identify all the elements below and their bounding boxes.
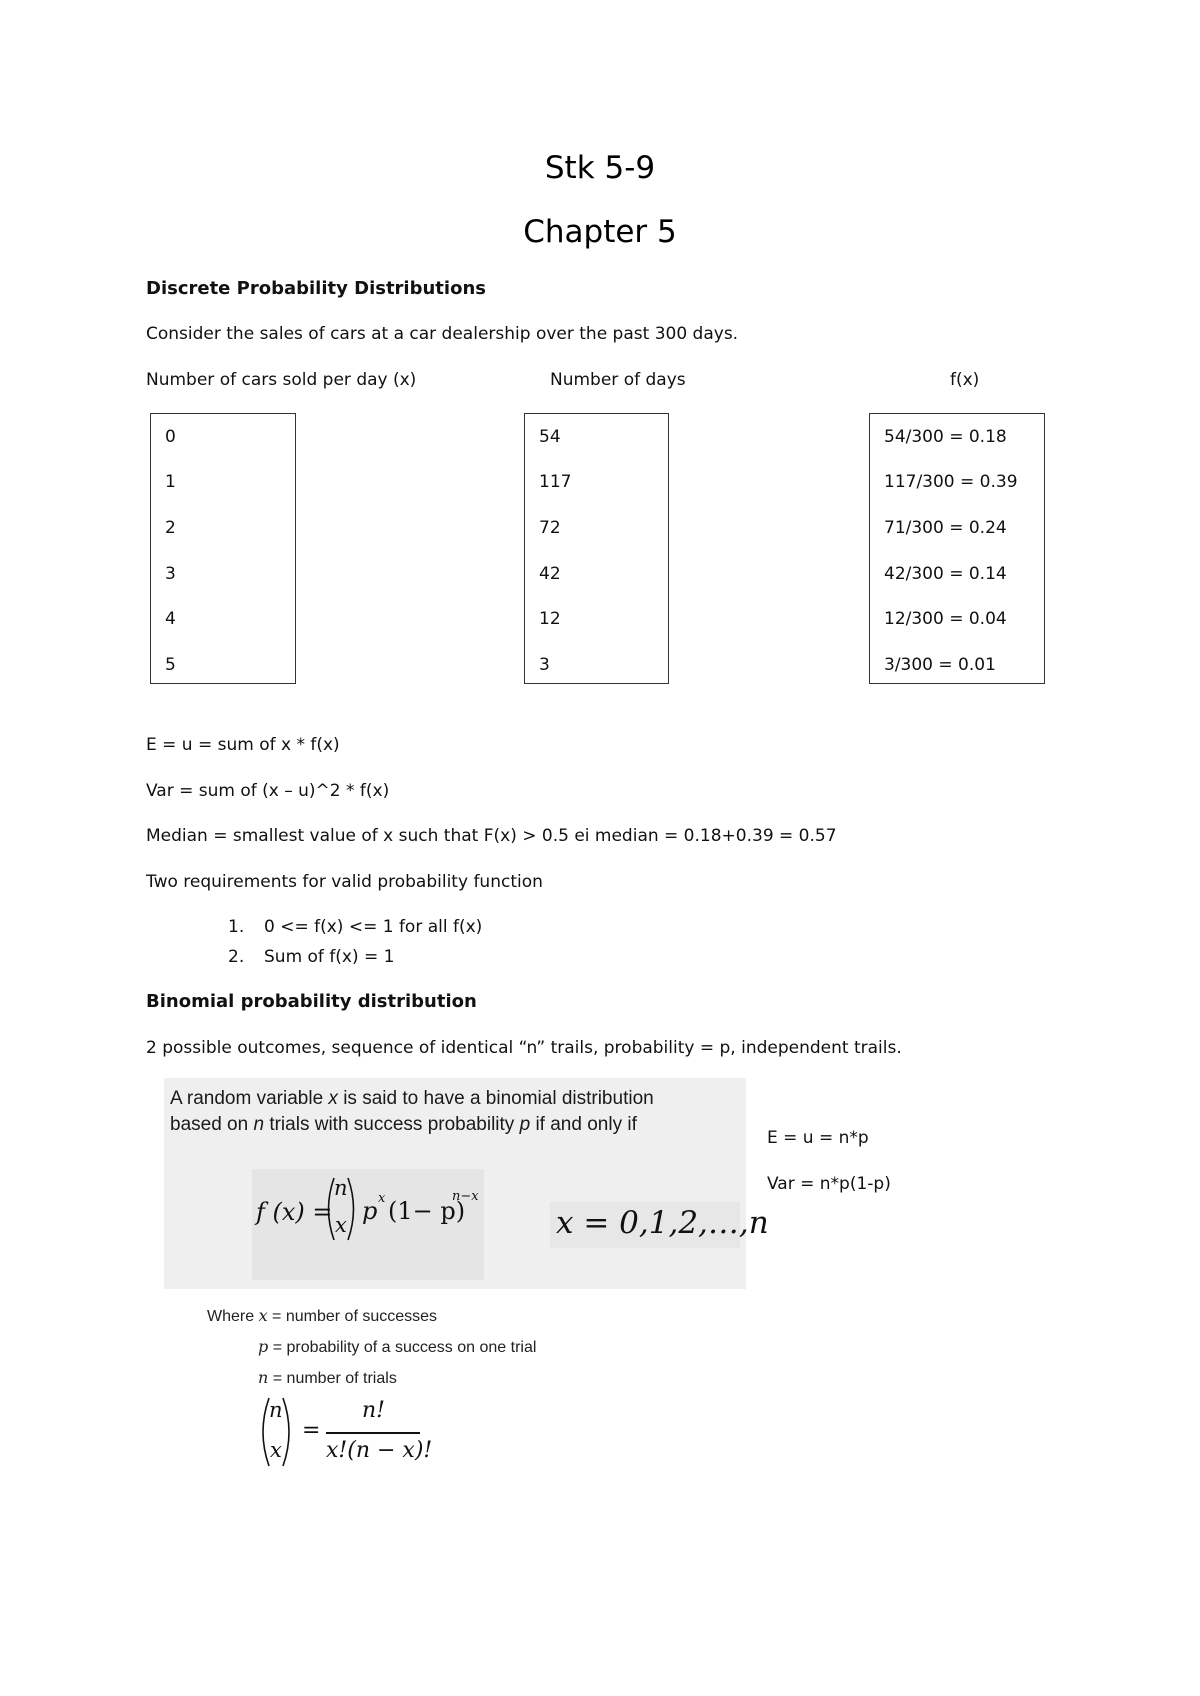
days-value: 42	[539, 564, 561, 584]
days-box	[524, 413, 669, 684]
days-value: 54	[539, 427, 561, 447]
combination-bottom: x	[270, 1438, 282, 1462]
fx-value: 42/300 = 0.14	[884, 564, 1007, 584]
days-value: 72	[539, 518, 561, 538]
pmf-p-exponent: x	[378, 1191, 386, 1206]
pmf-q-exponent: n−x	[452, 1189, 479, 1204]
pmf-lhs: f (x) =	[256, 1198, 333, 1226]
fx-value: 12/300 = 0.04	[884, 609, 1007, 629]
col-header-fx: f(x)	[950, 370, 980, 390]
where-line-n: n = number of trials	[258, 1368, 397, 1387]
requirement-number: 2.	[228, 947, 245, 967]
fraction-bar	[326, 1432, 420, 1434]
x-value: 3	[165, 564, 176, 584]
figure-text-line1: A random variable x is said to have a binomial distribution	[170, 1088, 654, 1109]
combination-denominator: x!(n − x)!	[326, 1438, 433, 1463]
x-value: 5	[165, 655, 176, 675]
fx-value: 3/300 = 0.01	[884, 655, 996, 675]
days-value: 12	[539, 609, 561, 629]
days-value: 3	[539, 655, 550, 675]
combination-top: n	[269, 1398, 283, 1422]
where-line-x: Where x = number of successes	[207, 1306, 438, 1325]
pmf-q-term: (1− p)	[388, 1197, 466, 1225]
x-value: 1	[165, 472, 176, 492]
right-paren	[283, 1398, 289, 1466]
where-line-p: p = probability of a success on one trial	[258, 1337, 537, 1356]
median-text: Median = smallest value of x such that F(x) > 0.5 ei median = 0.18+0.39 = 0.57	[146, 826, 837, 846]
fx-value: 117/300 = 0.39	[884, 472, 1018, 492]
col-header-days: Number of days	[550, 370, 686, 390]
chapter-title: Chapter 5	[523, 214, 677, 250]
x-values-box	[150, 413, 296, 684]
pmf-binom-bottom: x	[335, 1213, 347, 1237]
right-paren	[348, 1178, 354, 1240]
document-title: Stk 5-9	[544, 150, 656, 186]
section-heading-discrete: Discrete Probability Distributions	[146, 278, 486, 299]
figure-text-line2: based on n trials with success probability p if and only if	[170, 1114, 637, 1135]
pmf-p-term: p	[362, 1197, 378, 1225]
binomial-variance: Var = n*p(1-p)	[767, 1174, 891, 1194]
binomial-expectation: E = u = n*p	[767, 1128, 869, 1148]
requirement-number: 1.	[228, 917, 245, 937]
intro-text: Consider the sales of cars at a car dealership over the past 300 days.	[146, 324, 739, 344]
x-value: 2	[165, 518, 176, 538]
x-value: 4	[165, 609, 176, 629]
fx-box	[869, 413, 1045, 684]
section-heading-binomial: Binomial probability distribution	[146, 991, 477, 1012]
pmf-binom-top: n	[334, 1176, 348, 1200]
requirement-text: Sum of f(x) = 1	[264, 947, 395, 967]
combination-numerator: n!	[362, 1398, 386, 1423]
expectation-text: E = u = sum of x * f(x)	[146, 735, 340, 755]
variance-text: Var = sum of (x – u)^2 * f(x)	[146, 781, 390, 801]
fx-value: 54/300 = 0.18	[884, 427, 1007, 447]
requirements-intro: Two requirements for valid probability function	[146, 872, 543, 892]
binomial-intro: 2 possible outcomes, sequence of identical “n” trails, probability = p, independent trails.	[146, 1038, 902, 1058]
x-range-formula: x = 0,1,2,…,n	[556, 1205, 769, 1241]
requirement-text: 0 <= f(x) <= 1 for all f(x)	[264, 917, 483, 937]
x-value: 0	[165, 427, 176, 447]
col-header-x: Number of cars sold per day (x)	[146, 370, 417, 390]
combination-equals: =	[302, 1418, 321, 1443]
fx-value: 71/300 = 0.24	[884, 518, 1007, 538]
days-value: 117	[539, 472, 572, 492]
